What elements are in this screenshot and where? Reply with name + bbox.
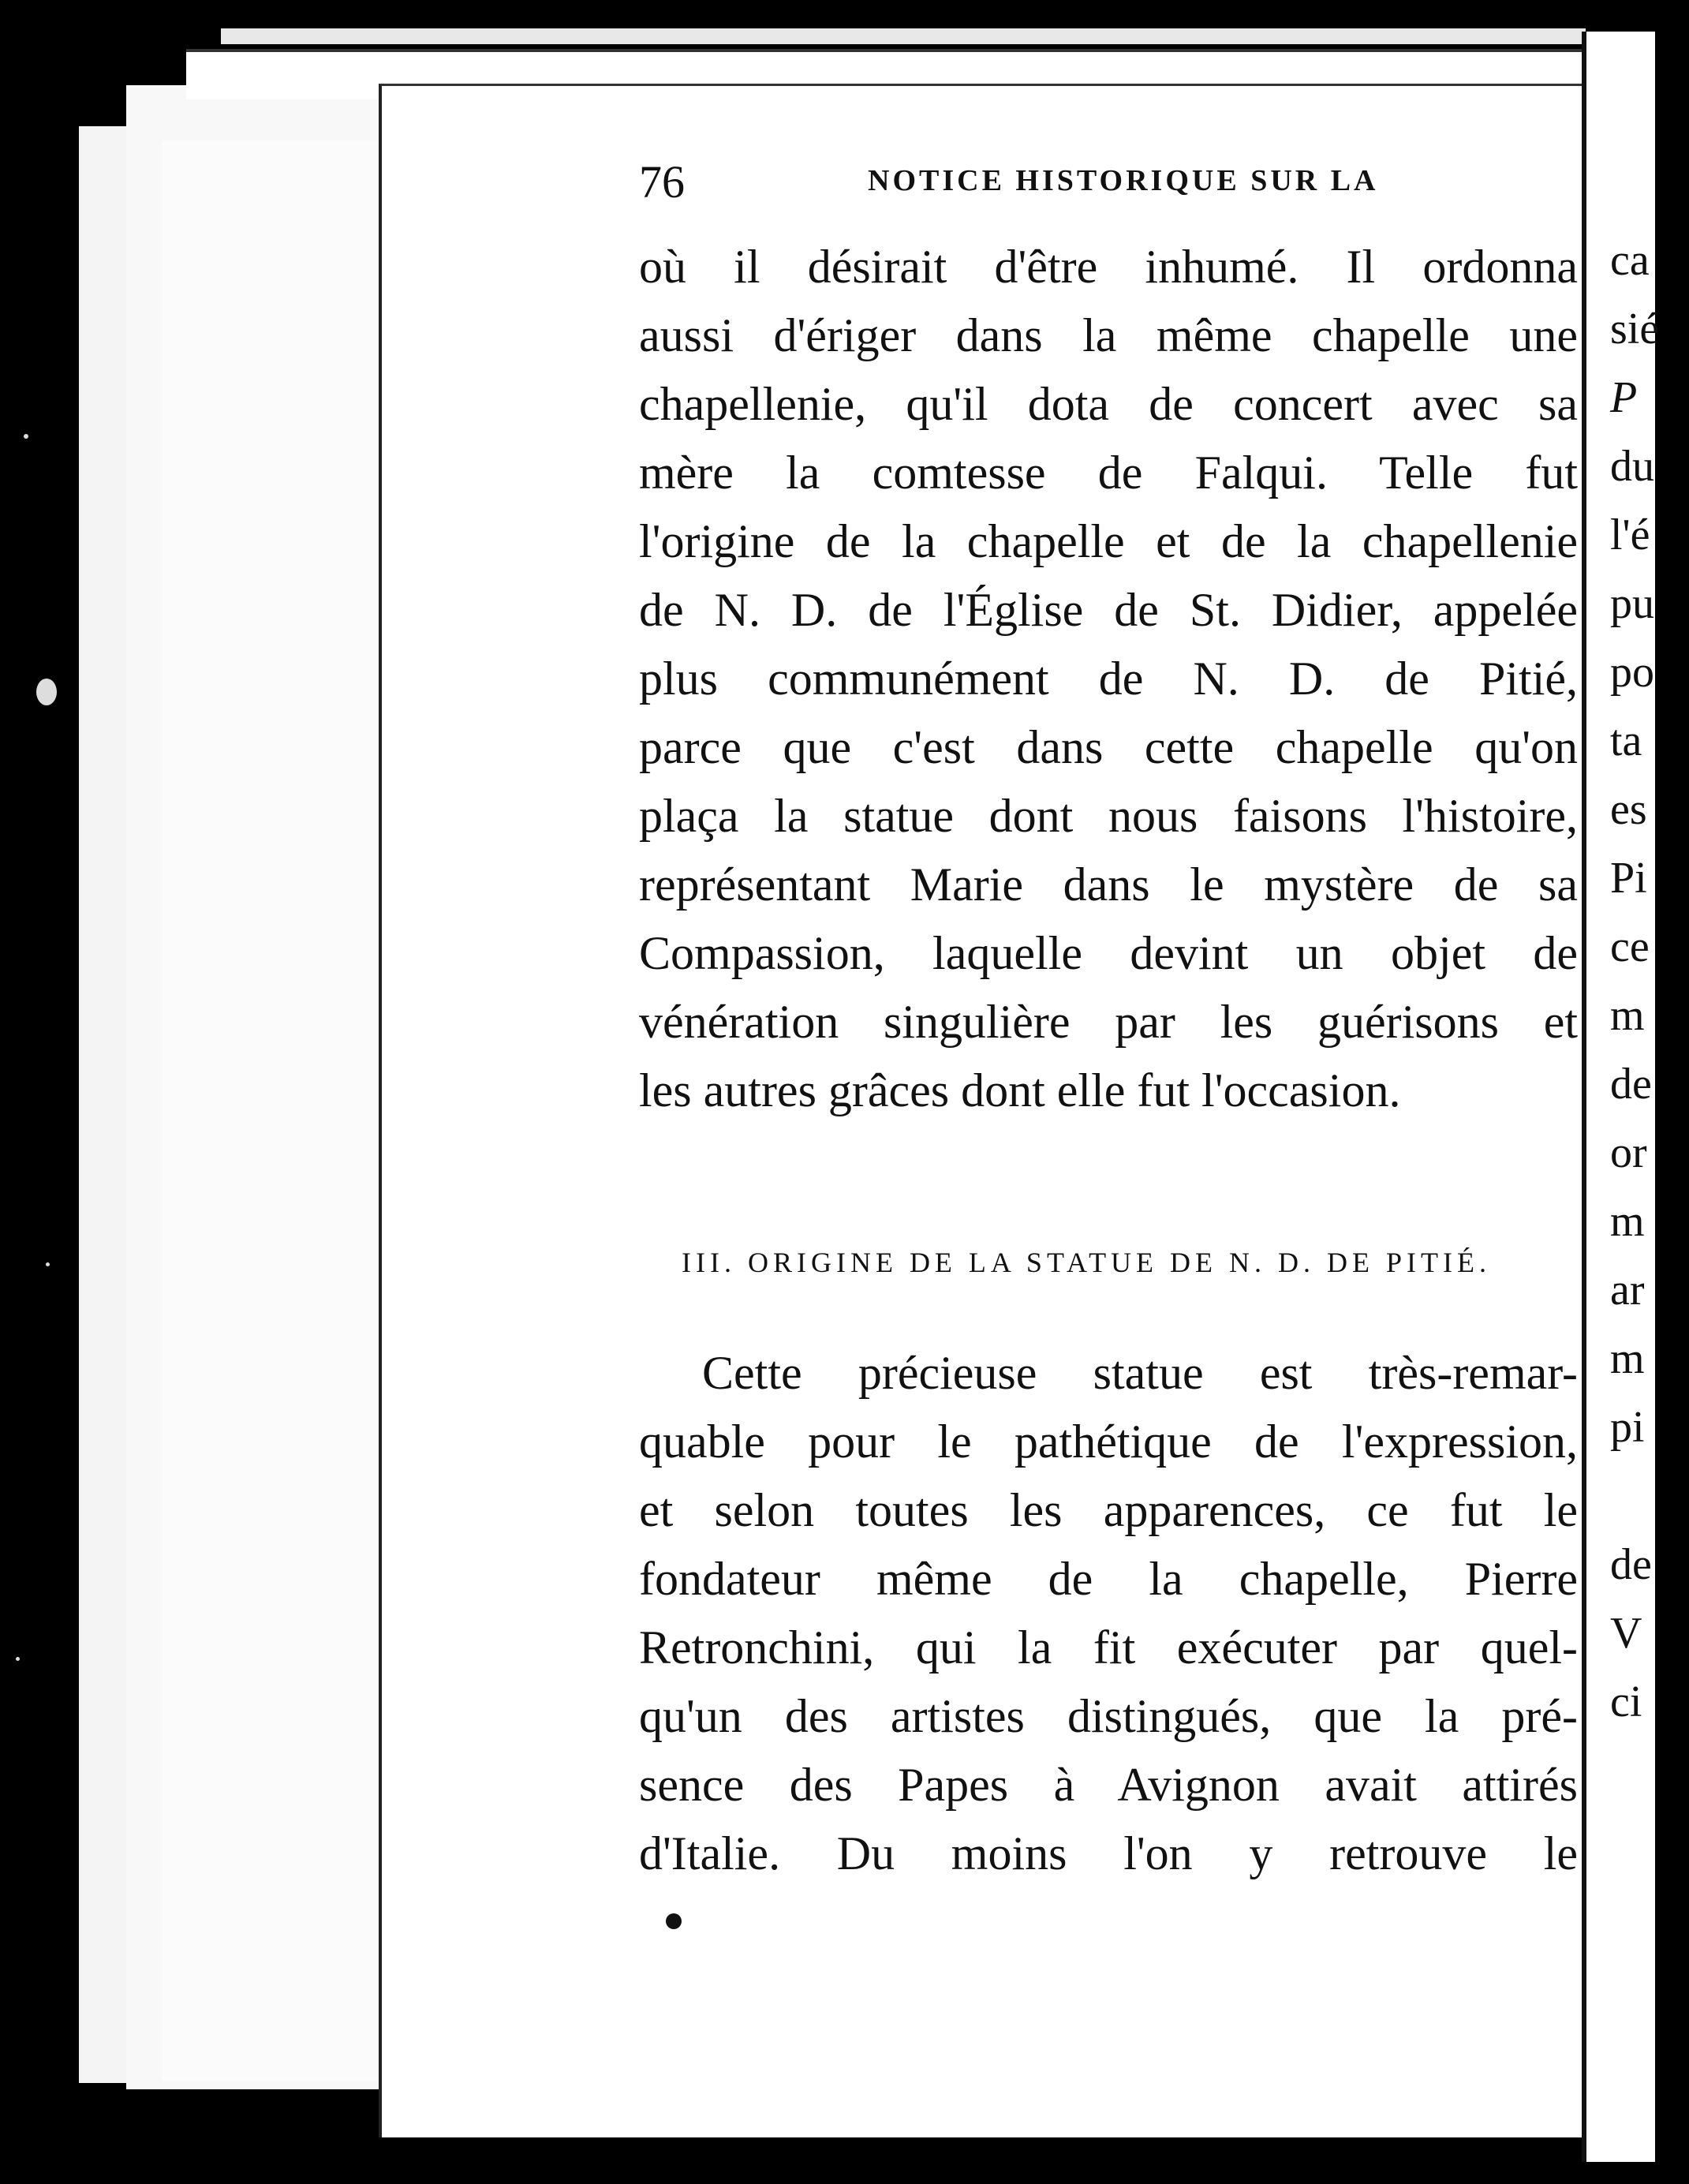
facing-line-fragment: P <box>1610 373 1638 422</box>
facing-line-fragment: po <box>1610 648 1654 697</box>
text-line: sence des Papes à Avignon avait attirés <box>639 1759 1578 1811</box>
text-line: chapellenie, qu'il dota de concert avec sa <box>639 378 1578 430</box>
text-line: mère la comtesse de Falqui. Telle fut <box>639 447 1578 499</box>
facing-line-fragment: ar <box>1610 1266 1645 1315</box>
text-line: vénération singulière par les guérisons et <box>639 996 1578 1048</box>
facing-line-fragment: or <box>1610 1128 1647 1177</box>
text-line: de N. D. de l'Église de St. Didier, appelée <box>639 584 1578 636</box>
facing-line-fragment: m <box>1610 1197 1645 1246</box>
text-line: fondateur même de la chapelle, Pierre <box>639 1553 1578 1605</box>
text-line: qu'un des artistes distingués, que la pré- <box>639 1690 1578 1742</box>
facing-line-fragment: pi <box>1610 1403 1645 1452</box>
facing-line-fragment: ci <box>1610 1677 1642 1726</box>
running-title: NOTICE HISTORIQUE SUR LA <box>868 164 1379 197</box>
section-heading: III. ORIGINE DE LA STATUE DE N. D. DE PITIÉ. <box>682 1247 1491 1278</box>
facing-page <box>1582 32 1660 2162</box>
dust-speck <box>46 1262 50 1266</box>
facing-line-fragment: ce <box>1610 922 1650 971</box>
book-page <box>379 84 1585 2137</box>
text-line: Retronchini, qui la fit exécuter par quel- <box>639 1621 1578 1674</box>
text-line: plus communément de N. D. de Pitié, <box>639 653 1578 705</box>
facing-line-fragment: l'é <box>1610 510 1650 559</box>
text-line: Compassion, laquelle devint un objet de <box>639 927 1578 979</box>
dust-speck <box>16 1657 20 1661</box>
paragraph-continuation <box>639 233 1578 1125</box>
dust-speck <box>24 434 28 439</box>
text-line: plaça la statue dont nous faisons l'histoire, <box>639 790 1578 842</box>
dust-speck <box>36 679 57 705</box>
facing-line-fragment: ta <box>1610 716 1642 765</box>
text-line: d'Italie. Du moins l'on y retrouve le <box>639 1827 1578 1879</box>
facing-line-fragment: m <box>1610 991 1645 1040</box>
facing-line-fragment: pu <box>1610 579 1654 628</box>
paragraph-section-three <box>639 1339 1578 1888</box>
text-line: quable pour le pathétique de l'expression, <box>639 1415 1578 1468</box>
facing-line-fragment: de <box>1610 1540 1652 1589</box>
running-header <box>639 155 1665 211</box>
text-line: où il désirait d'être inhumé. Il ordonna <box>639 241 1578 293</box>
page-number: 76 <box>639 156 685 208</box>
text-line: l'origine de la chapelle et de la chapellenie <box>639 515 1578 567</box>
facing-line-fragment: es <box>1610 785 1647 834</box>
text-line: aussi d'ériger dans la même chapelle une <box>639 309 1578 361</box>
facing-line-fragment: ca <box>1610 236 1650 285</box>
facing-line-fragment: m <box>1610 1334 1645 1383</box>
facing-line-fragment: de <box>1610 1060 1652 1109</box>
text-line: parce que c'est dans cette chapelle qu'on <box>639 721 1578 773</box>
facing-line-fragment: du <box>1610 442 1654 491</box>
ink-spot <box>666 1913 682 1929</box>
facing-line-fragment: sié <box>1610 305 1660 353</box>
text-line: les autres grâces dont elle fut l'occasion. <box>639 1064 1401 1116</box>
facing-line-fragment: Pi <box>1610 854 1647 903</box>
text-line: Cette précieuse statue est très-remar- <box>702 1347 1578 1399</box>
front-sheet-edge <box>162 140 379 2081</box>
facing-line-fragment: V <box>1610 1609 1642 1658</box>
text-line: représentant Marie dans le mystère de sa <box>639 858 1578 911</box>
top-border-strip <box>221 28 1586 44</box>
text-line: et selon toutes les apparences, ce fut le <box>639 1484 1578 1536</box>
